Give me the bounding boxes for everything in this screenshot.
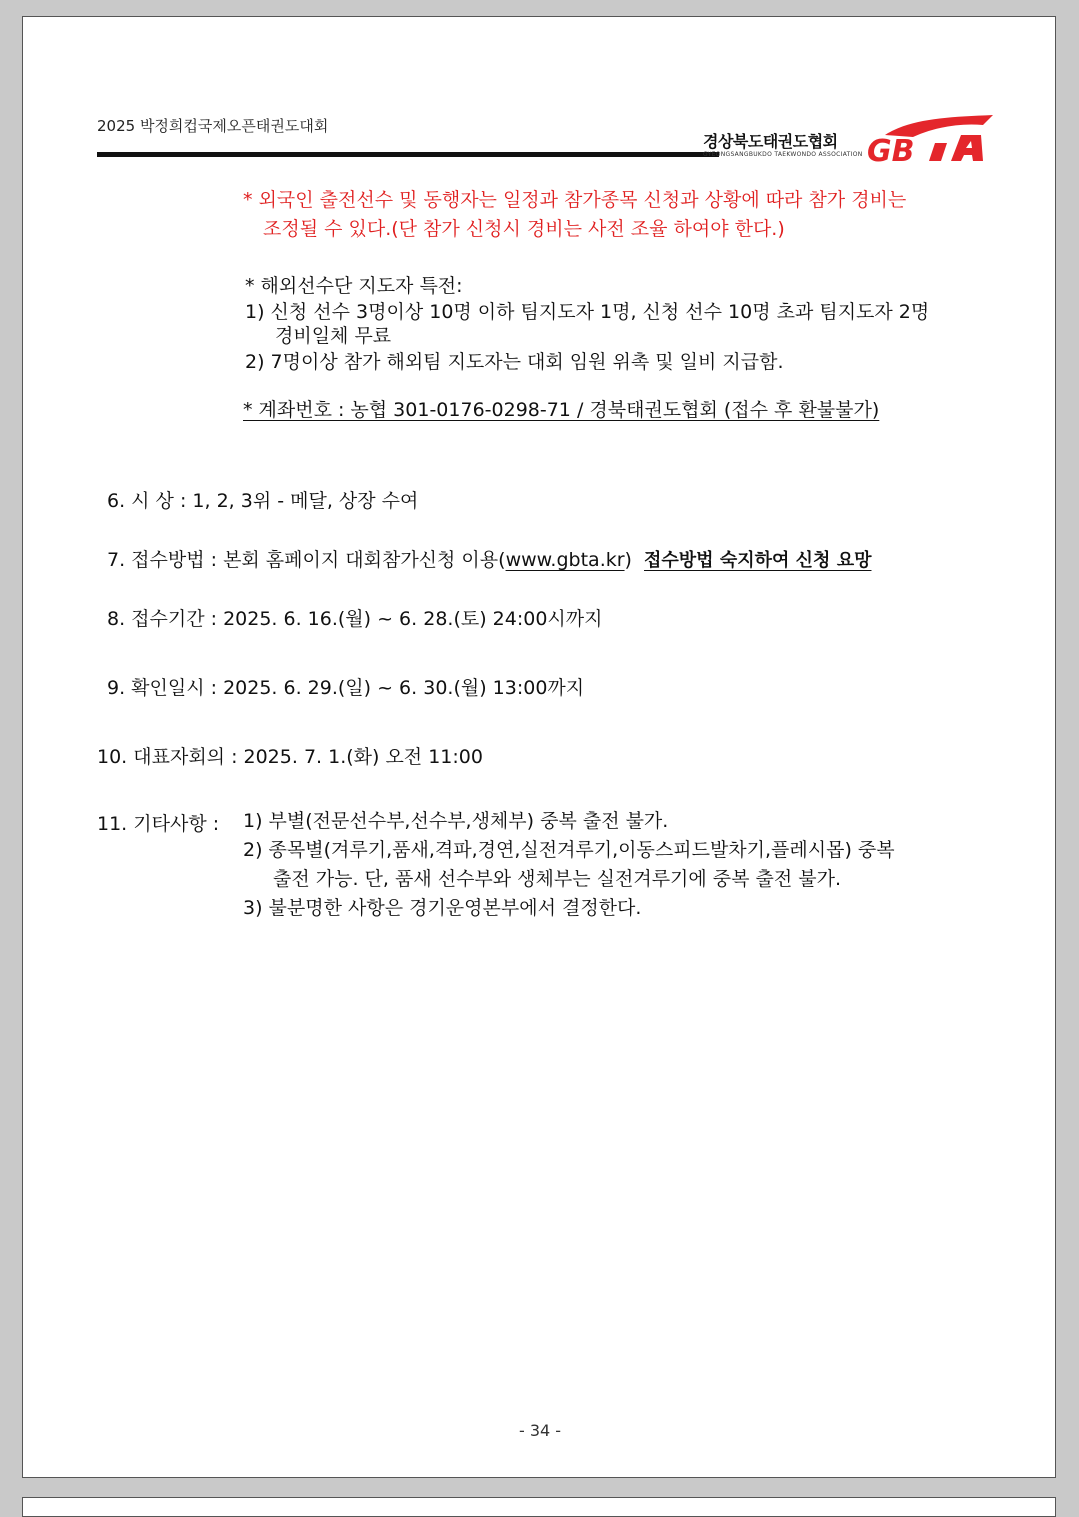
foreign-note-line2: 조정될 수 있다.(단 참가 신청시 경비는 사전 조율 하여야 한다.) <box>263 218 785 240</box>
item-misc-label: 11. 기타사항 : <box>97 813 220 835</box>
misc-1: 1) 부별(전문선수부,선수부,생체부) 중복 출전 불가. <box>243 810 669 832</box>
logo-korean-name: 경상북도태권도협회 <box>703 132 838 151</box>
svg-text:GB: GB <box>867 134 915 167</box>
item-misc-list <box>243 807 895 923</box>
item-confirmation-date: 9. 확인일시 : 2025. 6. 29.(일) ~ 6. 30.(월) 13:00까지 <box>107 677 585 699</box>
website-link[interactable]: www.gbta.kr <box>505 549 625 571</box>
association-logo <box>703 113 993 167</box>
method-prefix: 7. 접수방법 : 본회 홈페이지 대회참가신청 이용( <box>107 549 506 571</box>
misc-3: 3) 불분명한 사항은 경기운영본부에서 결정한다. <box>243 897 642 919</box>
foreign-note-line1: * 외국인 출전선수 및 동행자는 일정과 참가종목 신청과 상황에 따라 참가 경비는 <box>243 189 907 211</box>
coach-privilege-section <box>245 273 929 377</box>
method-suffix: ) <box>624 549 632 571</box>
coach-privilege-1a: 1) 신청 선수 3명이상 10명 이하 팀지도자 1명, 신청 선수 10명 초과 팀지도자 2명 <box>245 301 930 323</box>
item-application-period: 8. 접수기간 : 2025. 6. 16.(월) ~ 6. 28.(토) 24:00시까지 <box>107 608 603 630</box>
document-page <box>22 16 1056 1478</box>
header-title: 2025 박정희컵국제오픈태권도대회 <box>97 117 329 135</box>
header-rule <box>97 152 719 157</box>
misc-2b: 출전 가능. 단, 품새 선수부와 생체부는 실전겨루기에 중복 출전 불가. <box>273 868 842 890</box>
coach-privilege-1b: 경비일체 무료 <box>275 325 392 347</box>
logo-english-name: GYEONGSANGBUKDO TAEKWONDO ASSOCIATION <box>703 151 863 158</box>
item-application-method <box>107 545 871 572</box>
coach-privilege-2: 2) 7명이상 참가 해외팀 지도자는 대회 임원 위촉 및 일비 지급함. <box>245 351 784 373</box>
coach-privilege-title: * 해외선수단 지도자 특전: <box>245 275 463 297</box>
misc-2a: 2) 종목별(겨루기,품새,격파,경연,실전겨루기,이동스피드발차기,플레시몹) 중복 <box>243 839 895 861</box>
gbta-logo-icon <box>865 113 995 167</box>
method-note: 접수방법 숙지하여 신청 요망 <box>644 550 872 571</box>
item-representative-meeting: 10. 대표자회의 : 2025. 7. 1.(화) 오전 11:00 <box>97 746 483 768</box>
page-number: - 34 - <box>518 1421 562 1440</box>
bank-account-note: * 계좌번호 : 농협 301-0176-0298-71 / 경북태권도협회 (접수 후 환불불가) <box>243 399 880 421</box>
foreign-participant-note <box>243 186 906 244</box>
item-award: 6. 시 상 : 1, 2, 3위 - 메달, 상장 수여 <box>107 490 419 512</box>
next-page-edge <box>22 1497 1056 1517</box>
